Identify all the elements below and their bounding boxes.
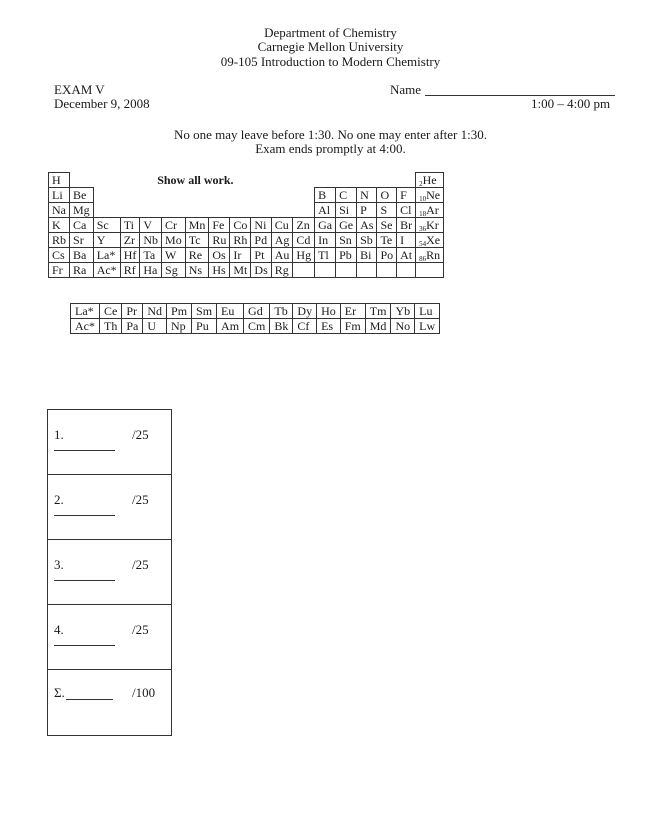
element-cell: F <box>397 188 416 203</box>
element-cell: $_{18}$Ar <box>416 203 444 218</box>
element-cell: Si <box>336 203 357 218</box>
element-cell: P <box>357 203 377 218</box>
element-cell: B <box>315 188 336 203</box>
element-cell: Se <box>377 218 397 233</box>
element-cell: Ru <box>209 233 230 248</box>
element-cell: Ni <box>251 218 271 233</box>
element-cell: Pd <box>251 233 271 248</box>
element-cell: Sg <box>162 263 186 278</box>
element-cell: Cu <box>271 218 293 233</box>
element-cell: Ha <box>140 263 162 278</box>
element-cell: H <box>49 173 70 188</box>
question-number: 3. <box>54 557 64 572</box>
element-cell: Rf <box>120 263 140 278</box>
total-row <box>48 670 171 735</box>
score-row <box>48 605 171 670</box>
element-cell: Zn <box>293 218 315 233</box>
element-cell: Zr <box>120 233 140 248</box>
total-points: /100 <box>132 685 156 700</box>
element-cell: Cm <box>244 319 270 334</box>
show-all-work-label: Show all work. <box>157 173 234 187</box>
question-points: /25 <box>132 492 149 507</box>
element-cell: At <box>397 248 416 263</box>
element-cell: W <box>162 248 186 263</box>
element-cell: $_{54}$Xe <box>416 233 444 248</box>
instructions-line-2: Exam ends promptly at 4:00. <box>255 141 406 156</box>
element-cell: Tc <box>185 233 209 248</box>
element-cell: Sm <box>192 304 217 319</box>
element-cell: Th <box>100 319 122 334</box>
element-cell: Ca <box>70 218 94 233</box>
element-cell: Pu <box>192 319 217 334</box>
element-cell: Au <box>271 248 293 263</box>
element-cell: Nd <box>143 304 167 319</box>
element-cell: Tm <box>365 304 391 319</box>
element-cell: No <box>391 319 415 334</box>
element-cell: Fr <box>49 263 70 278</box>
question-points: /25 <box>132 622 149 637</box>
element-cell: Bi <box>357 248 377 263</box>
element-cell: Sb <box>357 233 377 248</box>
element-cell: S <box>377 203 397 218</box>
element-cell: Ra <box>70 263 94 278</box>
element-cell: Lw <box>415 319 440 334</box>
actinide-row <box>71 319 440 334</box>
element-cell: Hs <box>209 263 230 278</box>
element-cell: Na <box>49 203 70 218</box>
element-cell: Lu <box>415 304 440 319</box>
element-cell: Er <box>340 304 365 319</box>
element-cell: Ag <box>271 233 293 248</box>
element-cell: Gd <box>244 304 270 319</box>
question-number: 1. <box>54 427 64 442</box>
score-row <box>48 540 171 605</box>
element-cell: Br <box>397 218 416 233</box>
element-cell: Cf <box>293 319 317 334</box>
course-heading: 09-105 Introduction to Modern Chemistry <box>220 54 441 69</box>
element-cell: Am <box>217 319 244 334</box>
element-cell: Pt <box>251 248 271 263</box>
periodic-table <box>48 172 444 278</box>
element-cell: Ho <box>317 304 341 319</box>
element-cell: Cr <box>162 218 186 233</box>
element-cell: Al <box>315 203 336 218</box>
element-cell: Mg <box>70 203 94 218</box>
element-cell <box>293 263 315 278</box>
element-cell: Hg <box>293 248 315 263</box>
department-heading: Department of Chemistry <box>264 25 397 40</box>
element-cell: La* <box>71 304 100 319</box>
instructions-line-1: No one may leave before 1:30. No one may enter after 1:30. <box>174 127 487 142</box>
name-label: Name <box>390 82 422 97</box>
element-cell: Np <box>167 319 192 334</box>
element-cell: Bk <box>270 319 293 334</box>
element-cell: Mt <box>230 263 251 278</box>
element-cell: Os <box>209 248 230 263</box>
total-label: Σ. <box>54 685 65 700</box>
exam-title: EXAM V <box>54 82 105 97</box>
element-cell: Pm <box>167 304 192 319</box>
element-cell: Tb <box>270 304 293 319</box>
element-cell: Re <box>185 248 209 263</box>
lanthanide-row <box>71 304 440 319</box>
element-cell: Rh <box>230 233 251 248</box>
element-cell: Cd <box>293 233 315 248</box>
element-cell: $_{36}$Kr <box>416 218 444 233</box>
element-cell: Y <box>93 233 120 248</box>
element-cell: N <box>357 188 377 203</box>
element-cell: Yb <box>391 304 415 319</box>
question-number: 2. <box>54 492 64 507</box>
element-cell: Mn <box>185 218 209 233</box>
score-blank[interactable] <box>54 580 115 581</box>
element-cell: U <box>143 319 167 334</box>
element-cell: Po <box>377 248 397 263</box>
element-cell: Md <box>365 319 391 334</box>
element-cell: Mo <box>162 233 186 248</box>
element-cell: Ac* <box>93 263 120 278</box>
element-cell: Rb <box>49 233 70 248</box>
question-number: 4. <box>54 622 64 637</box>
element-cell: Es <box>317 319 341 334</box>
element-cell: Ns <box>185 263 209 278</box>
element-cell <box>315 263 336 278</box>
element-cell: La* <box>93 248 120 263</box>
element-cell: Ce <box>100 304 122 319</box>
exam-time: 1:00 – 4:00 pm <box>531 96 611 111</box>
element-cell: Te <box>377 233 397 248</box>
question-points: /25 <box>132 427 149 442</box>
element-cell: Pr <box>122 304 143 319</box>
element-cell: Eu <box>217 304 244 319</box>
element-cell: As <box>357 218 377 233</box>
element-cell: Tl <box>315 248 336 263</box>
element-cell: In <box>315 233 336 248</box>
element-cell: Ge <box>336 218 357 233</box>
question-points: /25 <box>132 557 149 572</box>
element-cell: Li <box>49 188 70 203</box>
element-cell: Ac* <box>71 319 100 334</box>
element-cell: V <box>140 218 162 233</box>
score-blank[interactable] <box>54 645 115 646</box>
element-cell: Rg <box>271 263 293 278</box>
score-row <box>48 410 171 475</box>
element-cell: $_2$He <box>416 173 444 188</box>
element-cell: Ir <box>230 248 251 263</box>
score-row <box>48 475 171 540</box>
element-cell: Ba <box>70 248 94 263</box>
element-cell: I <box>397 233 416 248</box>
element-cell: $_{86}$Rn <box>416 248 444 263</box>
element-cell: Ta <box>140 248 162 263</box>
total-blank[interactable] <box>66 699 113 700</box>
element-cell <box>357 263 377 278</box>
element-cell: Cl <box>397 203 416 218</box>
element-cell: Ga <box>315 218 336 233</box>
element-cell: Dy <box>293 304 317 319</box>
f-block-table <box>70 303 440 334</box>
score-box <box>47 409 172 736</box>
element-cell <box>416 263 444 278</box>
score-blank[interactable] <box>54 450 115 451</box>
element-cell: Pb <box>336 248 357 263</box>
element-cell <box>397 263 416 278</box>
score-blank[interactable] <box>54 515 115 516</box>
element-cell: Sn <box>336 233 357 248</box>
element-cell: K <box>49 218 70 233</box>
exam-date: December 9, 2008 <box>54 96 150 111</box>
element-cell: $_{10}$Ne <box>416 188 444 203</box>
element-cell <box>377 263 397 278</box>
element-cell: Ds <box>251 263 271 278</box>
element-cell: Sr <box>70 233 94 248</box>
element-cell: Fm <box>340 319 365 334</box>
element-cell: Nb <box>140 233 162 248</box>
element-cell: Fe <box>209 218 230 233</box>
element-cell: Be <box>70 188 94 203</box>
element-cell: Cs <box>49 248 70 263</box>
element-cell: Sc <box>93 218 120 233</box>
element-cell: C <box>336 188 357 203</box>
element-cell: Pa <box>122 319 143 334</box>
university-heading: Carnegie Mellon University <box>257 39 404 54</box>
element-cell: Ti <box>120 218 140 233</box>
element-cell <box>336 263 357 278</box>
element-cell: Hf <box>120 248 140 263</box>
element-cell: O <box>377 188 397 203</box>
element-cell: Co <box>230 218 251 233</box>
